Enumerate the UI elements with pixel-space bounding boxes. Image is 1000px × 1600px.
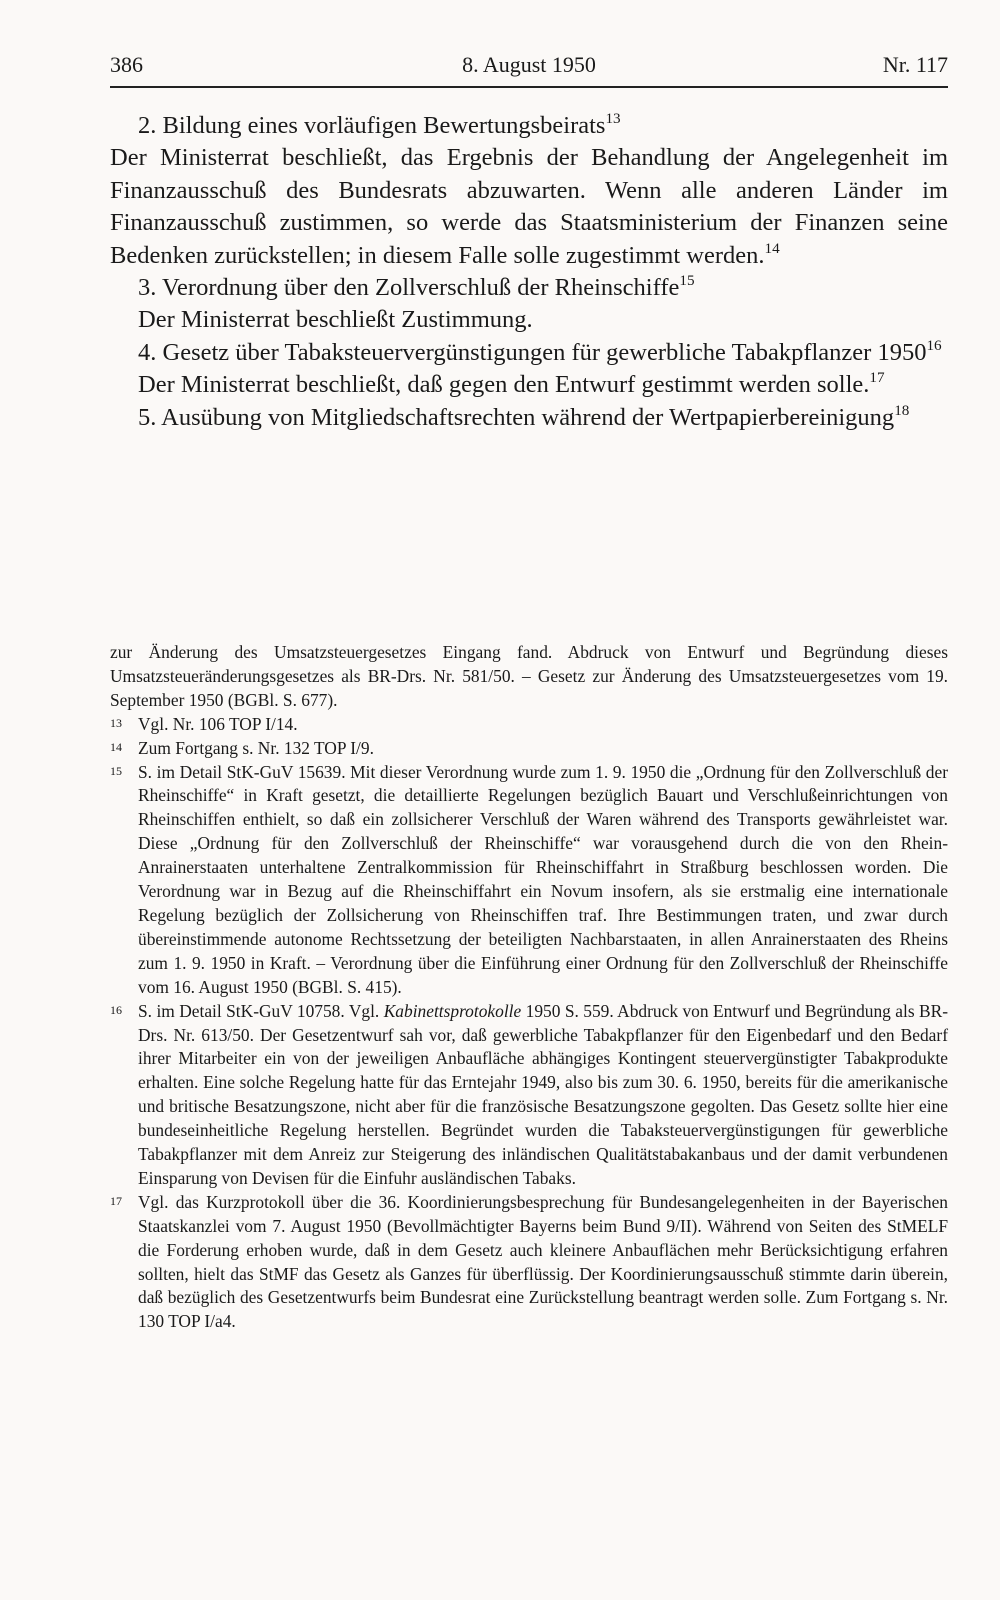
running-header [110, 50, 948, 88]
footnote-13 [110, 713, 948, 737]
footnote-ref[interactable]: 13 [605, 110, 621, 128]
issue-number: Nr. 117 [882, 52, 948, 77]
item-4-text: Der Ministerrat beschließt, daß gegen den Entwurf gestimmt werden solle.$^{17}$ [138, 369, 885, 399]
item-3-text: Der Ministerrat beschließt Zustimmung. [138, 306, 533, 334]
footnote-number: 16 [110, 1002, 122, 1017]
footnote-ref[interactable]: 14 [764, 239, 780, 257]
footnote-number: 17 [110, 1193, 122, 1208]
item-5-title: 5. Ausübung von Mitgliedschaftsrechten während der Wertpapierbereinigung$^{18}$ [138, 401, 910, 431]
footnote-ref[interactable]: 17 [869, 369, 885, 387]
footnote-continuation: zur Änderung des Umsatzsteuergesetzes Eingang fand. Abdruck von Entwurf und Begründung dieses Umsatzsteueränderungsgesetzes als BR-Drs. Nr. 581/50. – Gesetz zur Änderung des Umsatzsteuergesetzes vom 19. September 1950 (BGBl. S. 677). [110, 642, 948, 710]
item-4-title: 4. Gesetz über Tabaksteuervergünstigungen für gewerbliche Tabakpflanzer 1950$^{16}$ [138, 336, 942, 366]
footnote-text: Zum Fortgang s. Nr. 132 TOP I/9. [138, 737, 374, 758]
footnote-ref[interactable]: 18 [894, 401, 910, 419]
cited-title: Kabinettsprotokolle [383, 1000, 522, 1021]
footnote-text: Vgl. das Kurzprotokoll über die 36. Koordinierungsbesprechung für Bundesangelegenheiten in der Bayerischen Staatskanzlei vom 7. August 1950 (Bevollmächtigter Bayerns beim Bund 9/II). Während von Seiten des StMELF die Forderung erhoben wurde, daß in dem Gesetz auch kleinere Anbauflächen mehr Berücksichtigung erfahren sollten, hielt das StMF das Gesetz als Ganzes für überflüssig. Der Koordinierungsausschuß stimmte darin überein, daß bezüglich des Gesetzentwurfs beim Bundesrat eine Zurückstellung beantragt werden solle. Zum Fortgang s. Nr. 130 TOP I/a4. [138, 1191, 948, 1332]
footnote-number: 14 [110, 739, 122, 754]
footnote-text: S. im Detail StK-GuV 15639. Mit dieser Verordnung wurde zum 1. 9. 1950 die „Ordnung für den Zollverschluß der Rheinschiffe“ in Kraft gesetzt, die detaillierte Regelungen bezüglich Bauart und Verschlußeinrichtungen von Rheinschiffen enthielt, so daß ein zollsicherer Verschluß der Waren während des Transports gewährleistet war. Diese „Ordnung für den Zollverschluß der Rheinschiffe“ war vorausgehend durch die von den Rhein-Anrainerstaaten unterhaltene Zentralkommission für Rheinschiffahrt in Straßburg beschlossen worden. Die Verordnung war in Bezug auf die Rheinschiffahrt ein Novum insofern, als sie erstmalig eine internationale Regelung bezüglich der Zollsicherung von Rheinschiffen traf. Ihre Bestimmungen traten, und zwar durch übereinstimmende autonome Rechtssetzung der beteiligten Nachbarstaaten, in allen Anrainerstaaten des Rheins zum 1. 9. 1950 in Kraft. – Verordnung über die Einführung einer Ordnung für den Zollverschluß der Rheinschiffe vom 16. August 1950 (BGBl. S. 415). [138, 761, 948, 997]
main-text [110, 110, 948, 434]
footnote-16 [110, 1000, 948, 1191]
item-3-title: 3. Verordnung über den Zollverschluß der Rheinschiffe$^{15}$ [138, 272, 695, 302]
footnotes [110, 641, 948, 1334]
footnote-17 [110, 1191, 948, 1334]
footnote-text: S. im Detail StK-GuV 10758. Vgl. Kabinettsprotokolle 1950 S. 559. Abdruck von Entwurf und Begründung als BR-Drs. Nr. 613/50. Der Gesetzentwurf sah vor, daß gewerbliche Tabakpflanzer für den Eigenbedarf und den Bedarf ihrer Mitarbeiter ein von der jeweiligen Anbaufläche abhängiges Kontingent steuervergünstigter Tabakprodukte erhalten. Eine solche Regelung hatte für das Erntejahr 1949, also bis zum 30. 6. 1950, bereits für die amerikanische und britische Besatzungszone, nicht aber für die französische Besatzungszone gegolten. Das Gesetz sollte hier eine bundeseinheitliche Regelung herstellen. Begründet wurden die Tabaksteuervergünstigungen für gewerbliche Tabakpflanzer mit dem Anreiz zur Steigerung des inländischen Qualitätstabakanbaus und der damit verbundenen Einsparung von Devisen für die Einfuhr ausländischen Tabaks. [138, 1000, 948, 1188]
footnote-ref[interactable]: 15 [679, 272, 695, 290]
page-number: 386 [110, 52, 143, 77]
item-2-title: 2. Bildung eines vorläufigen Bewertungsbeirats$^{13}$ [138, 110, 621, 139]
header-date: 8. August 1950 [462, 52, 596, 77]
footnote-number: 15 [110, 763, 122, 778]
footnote-number: 13 [110, 715, 122, 730]
footnote-ref[interactable]: 16 [926, 336, 942, 354]
footnote-14 [110, 737, 948, 761]
footnote-15 [110, 761, 948, 1000]
footnote-text: Vgl. Nr. 106 TOP I/14. [138, 713, 298, 734]
item-2-text: Der Ministerrat beschließt, das Ergebnis der Behandlung der Angelegenheit im Finanzausschuß des Bundesrats abzuwarten. Wenn alle anderen Länder im Finanzausschuß zustimmen, so werde das Staatsministerium der Finanzen seine Bedenken zurückstellen; in diesem Falle solle zugestimmt werden.$^{14}$ [110, 144, 948, 269]
